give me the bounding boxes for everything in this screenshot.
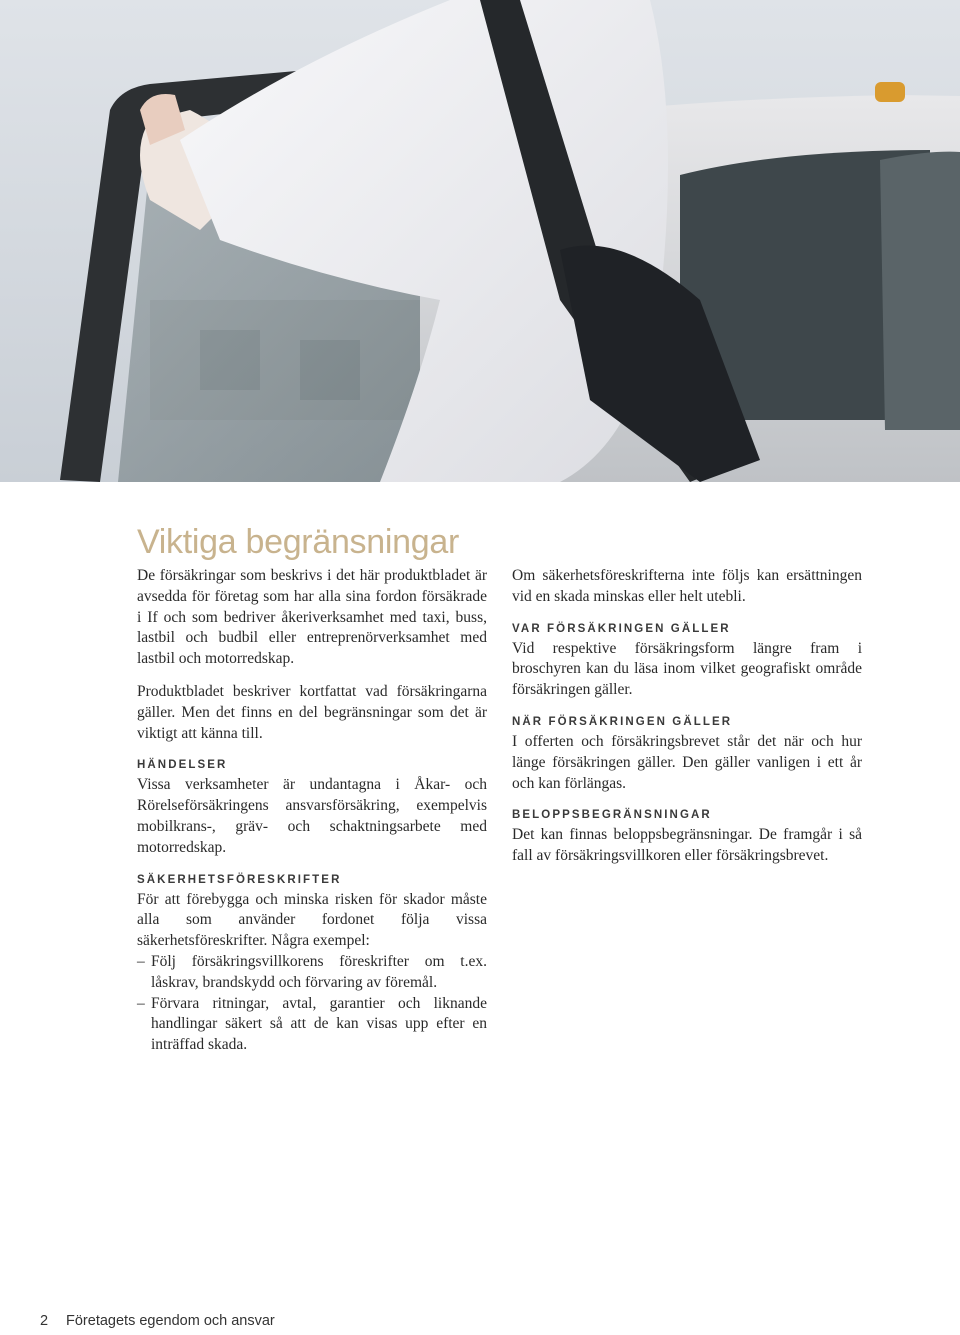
- hero-photo: [0, 0, 960, 482]
- list-item: – Förvara ritningar, avtal, garantier och liknande handlingar säkert så att de kan visas upp efter en inträffad skada.: [137, 994, 487, 1056]
- heading-beloppsbegransningar: BELOPPSBEGRÄNSNINGAR: [512, 809, 712, 822]
- right-column: [512, 566, 862, 879]
- heading-nar-forsakringen-galler: NÄR FÖRSÄKRINGEN GÄLLER: [512, 715, 733, 728]
- belopp-paragraph: Det kan finnas beloppsbegränsningar. De framgår i så fall av försäkringsvillkoren eller försäkringsbrevet.: [512, 826, 862, 865]
- list-item: – Följ försäkringsvillkorens föreskrifter om t.ex. låskrav, brandskydd och förvaring av föremål.: [137, 952, 487, 994]
- handelser-paragraph: Vissa verksamheter är undantagna i Åkar- och Rörelseförsäkringens ansvarsförsäkring, exempelvis mobilkrans-, gräv- och schaktningsarbete med motorredskap.: [137, 776, 487, 856]
- product-sheet-paragraph: Produktbladet beskriver kortfattat vad försäkringarna gäller. Men det finns en del begränsningar som det är viktigt att känna till.: [137, 682, 487, 742]
- left-column: [137, 566, 487, 1056]
- photo-woman-entering-car: [0, 0, 960, 482]
- intro-paragraph: De försäkringar som beskrivs i det här produktbladet är avsedda för företag som har alla sina fordon försäkrade i If och som bedriver åkeriverksamhet med taxi, buss, lastbil och budbil eller entreprenörverksamhet med lastbil och motorredskap.: [137, 567, 487, 668]
- heading-sakerhetsforeskrifter: SÄKERHETSFÖRESKRIFTER: [137, 873, 342, 886]
- var-paragraph: Vid respektive försäkringsform längre fram i broschyren kan du läsa inom vilket geografiskt område försäkringen gäller.: [512, 639, 862, 699]
- heading-handelser: HÄNDELSER: [137, 759, 228, 772]
- consequence-paragraph: Om säkerhetsföreskrifterna inte följs kan ersättningen vid en skada minskas eller helt utebli.: [512, 567, 862, 605]
- nar-paragraph: I offerten och försäkringsbrevet står det när och hur länge försäkringen gäller. Den gäller vanligen i ett år och kan förlängas.: [512, 732, 862, 792]
- heading-var-forsakringen-galler: VAR FÖRSÄKRINGEN GÄLLER: [512, 622, 731, 635]
- page-number: 2: [40, 1313, 49, 1329]
- page-footer: [40, 1313, 275, 1329]
- page-title: Viktiga begränsningar: [137, 523, 459, 561]
- example-list: [137, 952, 487, 1056]
- section-name: Företagets egendom och ansvar: [66, 1313, 275, 1329]
- sakerhetsforeskrifter-paragraph: För att förebygga och minska risken för skador måste alla som använder fordonet följa vissa säkerhetsföreskrifter. Några exempel:: [137, 890, 487, 950]
